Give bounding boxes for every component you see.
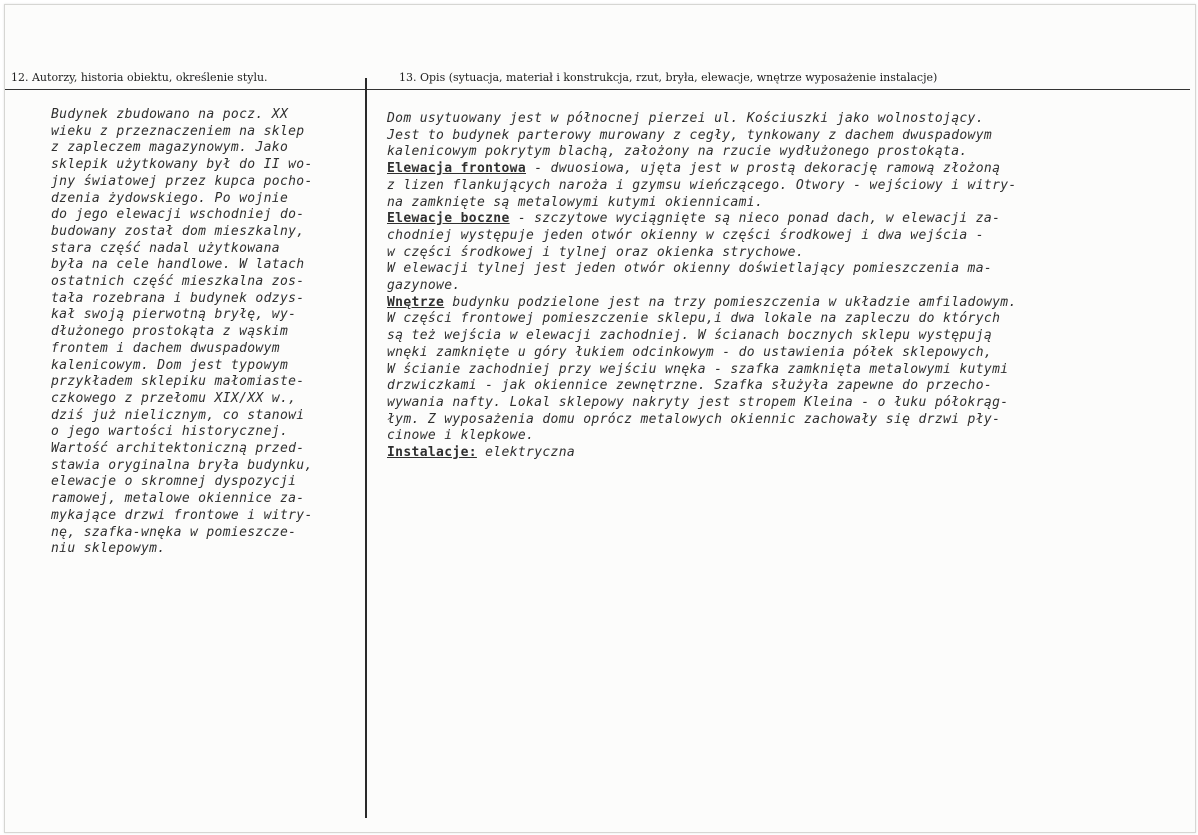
description-text	[387, 111, 1017, 462]
history-line: o jego wartości historycznej.	[51, 424, 289, 440]
history-line: z zapleczem magazynowym. Jako	[51, 140, 289, 156]
history-line: kalenicowym. Dom jest typowym	[51, 357, 289, 373]
history-line: elewacje o skromnej dyspozycji	[51, 474, 297, 490]
description-line: gazynowe.	[387, 278, 461, 294]
instalacje-heading: Instalacje:	[387, 445, 477, 461]
history-line: dzenia żydowskiego. Po wojnie	[51, 190, 289, 206]
history-line: stawia oryginalna bryła budynku,	[51, 457, 313, 473]
history-line: dziś już nielicznym, co stanowi	[51, 407, 305, 423]
boczne-text: - szczytowe wyciągnięte są nieco ponad dach, w elewacji za-	[509, 211, 1001, 227]
history-line: czkowego z przełomu XIX/XX w.,	[51, 390, 297, 406]
history-line: dłużonego prostokąta z wąskim	[51, 324, 289, 340]
history-line: mykające drzwi frontowe i witry-	[51, 507, 313, 523]
description-line: z lizen flankujących naroża i gzymsu wieńczącego. Otwory - wejściowy i witry-	[387, 177, 1017, 193]
history-line: frontem i dachem dwuspadowym	[51, 340, 280, 356]
history-line: tała rozebrana i budynek odzys-	[51, 290, 305, 306]
description-line	[387, 161, 1017, 178]
description-line: W części frontowej pomieszczenie sklepu,i dwa lokale na zapleczu do których	[387, 311, 1001, 327]
description-line	[387, 295, 1017, 312]
description-line: W ścianie zachodniej przy wejściu wnęka - szafka zamknięta metalowymi kutymi	[387, 361, 1009, 377]
history-line: Budynek zbudowano na pocz. XX	[51, 107, 289, 122]
description-line: kalenicowym pokrytym blachą, założony na rzucie wydłużonego prostokąta.	[387, 144, 968, 160]
history-line: stara część nadal użytkowana	[51, 240, 280, 256]
boczne-heading: Elewacje boczne	[387, 211, 510, 227]
description-line: łym. Z wyposażenia domu oprócz metalowych okiennic zachowały się drzwi pły-	[387, 411, 1001, 427]
history-line: wieku z przeznaczeniem na sklep	[51, 123, 305, 139]
description-line: wywania nafty. Lokal sklepowy nakryty jest stropem Kleina - o łuku półokrąg-	[387, 394, 1009, 410]
history-line: do jego elewacji wschodniej do-	[51, 207, 305, 223]
description-line: Jest to budynek parterowy murowany z cegły, tynkowany z dachem dwuspadowym	[387, 127, 993, 143]
history-line: ramowej, metalowe okiennice za-	[51, 491, 305, 507]
history-line: sklepik użytkowany był do II wo-	[51, 157, 313, 173]
history-text	[51, 107, 313, 558]
wnetrze-heading: Wnętrze	[387, 294, 445, 310]
frontowa-heading: Elewacja frontowa	[387, 161, 527, 177]
history-line: Wartość architektoniczną przed-	[51, 441, 305, 457]
description-line: w części środkowej i tylnej oraz okienka strychowe.	[387, 244, 805, 260]
history-line: ostatnich część mieszkalna zos-	[51, 274, 305, 290]
history-line: przykładem sklepiku małomiaste-	[51, 374, 305, 390]
section-13-header: 13. Opis (sytuacja, materiał i konstrukcja, rzut, bryła, elewacje, wnętrze wyposażenie instalacje)	[399, 71, 938, 84]
description-line: są też wejścia w elewacji zachodniej. W ścianach bocznych sklepu występują	[387, 328, 993, 344]
history-line: nę, szafka-wnęka w pomieszcze-	[51, 524, 297, 540]
section-12-header: 12. Autorzy, historia obiektu, określenie stylu.	[11, 71, 268, 84]
history-line: niu sklepowym.	[51, 541, 166, 557]
description-line: Dom usytuowany jest w północnej pierzei ul. Kościuszki jako wolnostojący.	[387, 111, 984, 126]
description-line: chodniej występuje jeden otwór okienny w części środkowej i dwa wejścia -	[387, 227, 984, 243]
column-divider	[365, 78, 367, 818]
history-line: jny światowej przez kupca pocho-	[51, 173, 313, 189]
header-rule	[5, 89, 1190, 90]
frontowa-text: - dwuosiowa, ujęta jest w prostą dekorację ramową złożoną	[526, 161, 1001, 177]
description-line	[387, 445, 1017, 462]
description-line: na zamknięte są metalowymi kutymi okiennicami.	[387, 194, 764, 210]
history-line: budowany został dom mieszkalny,	[51, 223, 305, 239]
history-line: była na cele handlowe. W latach	[51, 257, 305, 273]
instalacje-text: elektryczna	[476, 445, 576, 461]
description-line: wnęki zamknięte u góry łukiem odcinkowym - do ustawienia półek sklepowych,	[387, 344, 993, 360]
description-line: drzwiczkami - jak okiennice zewnętrzne. Szafka służyła zapewne do przecho-	[387, 378, 993, 394]
description-line: W elewacji tylnej jest jeden otwór okienny doświetlający pomieszczenia ma-	[387, 261, 993, 277]
history-line: kał swoją pierwotną bryłę, wy-	[51, 307, 297, 323]
description-line	[387, 211, 1017, 228]
description-line: cinowe i klepkowe.	[387, 428, 535, 444]
wnetrze-text: budynku podzielone jest na trzy pomieszczenia w układzie amfiladowym.	[444, 294, 1017, 310]
